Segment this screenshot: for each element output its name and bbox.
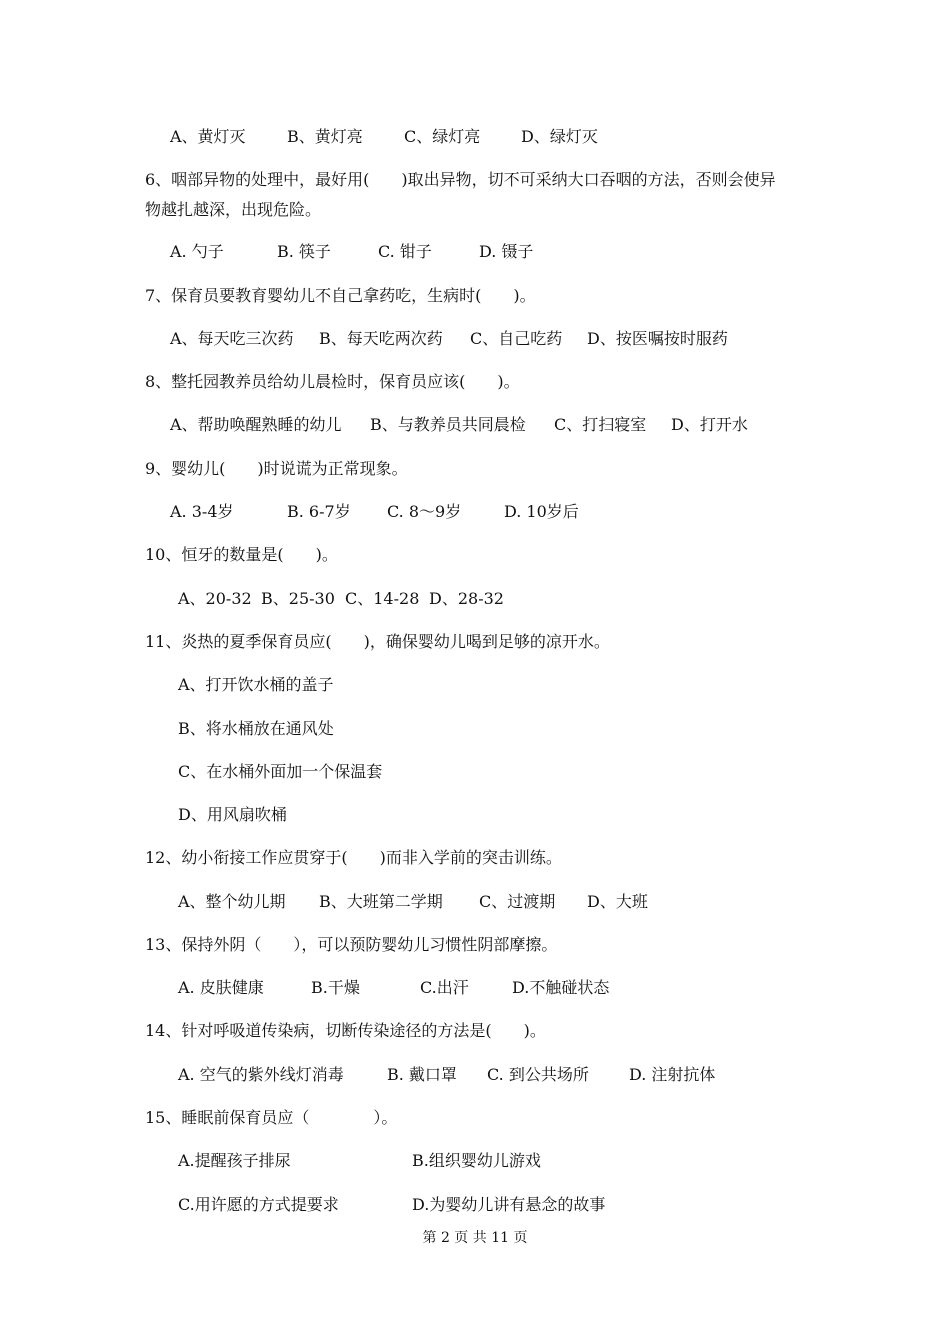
q11-option-a: A、打开饮水桶的盖子 [178,675,334,694]
q11-option-d: D、用风扇吹桶 [178,805,287,824]
q8-option-b: B、与教养员共同晨检 [370,415,526,434]
q5-option-b: B、黄灯亮 [287,127,363,146]
q13-stem: 13、保持外阴（ ），可以预防婴幼儿习惯性阴部摩擦。 [145,935,558,954]
q13-option-d: D.不触碰状态 [512,978,610,997]
q11-option-c: C、在水桶外面加一个保温套 [178,762,383,781]
q6-option-d: D. 镊子 [479,242,534,261]
q9-option-b: B. 6-7岁 [287,502,351,521]
q15-option-c: C.用许愿的方式提要求 [178,1195,339,1214]
q6-option-c: C. 钳子 [378,242,432,261]
q12-option-b: B、大班第二学期 [319,892,443,911]
q6-option-b: B. 筷子 [277,242,331,261]
q12-stem: 12、幼小衔接工作应贯穿于( )而非入学前的突击训练。 [145,848,562,867]
q7-option-c: C、自己吃药 [470,329,563,348]
q7-option-a: A、每天吃三次药 [170,329,294,348]
q14-option-a: A. 空气的紫外线灯消毒 [178,1065,344,1084]
q5-option-d: D、绿灯灭 [521,127,598,146]
q8-option-a: A、帮助唤醒熟睡的幼儿 [170,415,342,434]
q14-stem: 14、针对呼吸道传染病，切断传染途径的方法是( )。 [145,1021,546,1040]
q7-option-d: D、按医嘱按时服药 [587,329,728,348]
q14-option-b: B. 戴口罩 [387,1065,457,1084]
q9-option-d: D. 10岁后 [504,502,579,521]
q15-option-b: B.组织婴幼儿游戏 [412,1151,541,1170]
q14-option-d: D. 注射抗体 [629,1065,716,1084]
q15-option-d: D.为婴幼儿讲有悬念的故事 [412,1195,606,1214]
q11-stem: 11、炎热的夏季保育员应( )，确保婴幼儿喝到足够的凉开水。 [145,632,610,651]
page-number-footer: 第 2 页 共 11 页 [422,1230,528,1246]
q10-option-c: C、14-28 [345,589,420,608]
q10-option-d: D、28-32 [429,589,504,608]
q7-stem: 7、保育员要教育婴幼儿不自己拿药吃，生病时( )。 [145,286,536,305]
q10-option-b: B、25-30 [261,589,335,608]
q11-option-b: B、将水桶放在通风处 [178,719,334,738]
q10-option-a: A、20-32 [178,589,252,608]
q12-option-c: C、过渡期 [479,892,556,911]
q15-stem: 15、睡眠前保育员应（ ）。 [145,1108,398,1127]
q13-option-a: A. 皮肤健康 [178,978,264,997]
q14-option-c: C. 到公共场所 [487,1065,589,1084]
q13-option-c: C.出汗 [420,978,469,997]
q8-option-c: C、打扫寝室 [554,415,647,434]
q13-option-b: B.干燥 [311,978,360,997]
q12-option-d: D、大班 [587,892,648,911]
q9-option-c: C. 8～9岁 [387,502,462,521]
q5-option-c: C、绿灯亮 [404,127,481,146]
q6-stem-line1: 6、咽部异物的处理中，最好用( )取出异物，切不可采纳大口吞咽的方法，否则会使异 [145,170,776,189]
q8-option-d: D、打开水 [671,415,748,434]
q10-stem: 10、恒牙的数量是( )。 [145,545,338,564]
q12-option-a: A、整个幼儿期 [178,892,286,911]
q7-option-b: B、每天吃两次药 [319,329,443,348]
q9-option-a: A. 3-4岁 [170,502,234,521]
q6-option-a: A. 勺子 [170,242,224,261]
q5-option-a: A、黄灯灭 [170,127,246,146]
q15-option-a: A.提醒孩子排尿 [178,1151,291,1170]
q6-stem-line2: 物越扎越深，出现危险。 [145,200,322,219]
q9-stem: 9、婴幼儿( )时说谎为正常现象。 [145,459,408,478]
q8-stem: 8、整托园教养员给幼儿晨检时，保育员应该( )。 [145,372,520,391]
